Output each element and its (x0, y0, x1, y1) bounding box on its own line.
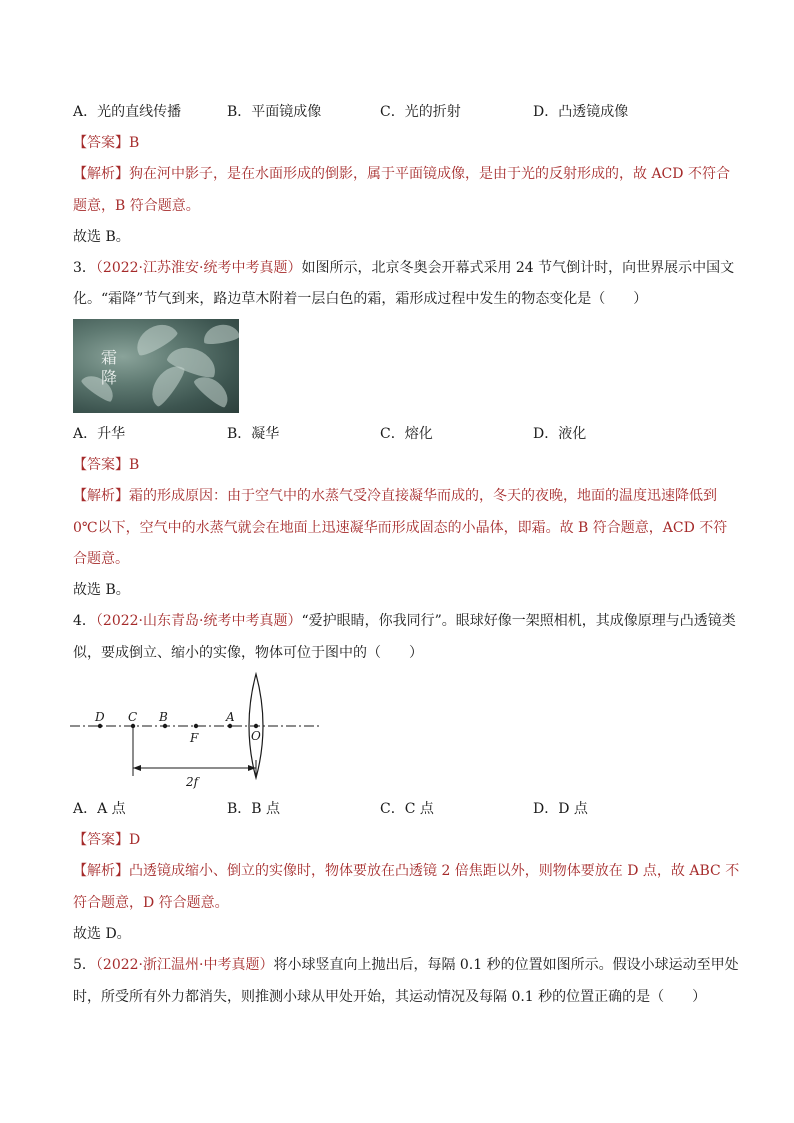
q4-option-d: D．D 点 (533, 801, 588, 817)
analysis-tag: 【解析】 (73, 166, 129, 182)
answer-tag: 【答案】 (73, 832, 129, 848)
q2-option-b: B．平面镜成像 (227, 104, 322, 120)
point-b-dot (163, 724, 167, 728)
q5-stem (73, 955, 739, 975)
q3-option-c: C．熔化 (380, 426, 433, 442)
q2-conclusion: 故选 B。 (73, 229, 130, 245)
question-number: 4． (73, 613, 96, 629)
question-number: 5． (73, 957, 96, 973)
q4-conclusion: 故选 D。 (73, 926, 131, 942)
question-text: 将小球竖直向上抛出后，每隔 0.1 秒的位置如图所示。假设小球运动至甲处 (273, 957, 739, 973)
q3-analysis-cont2: 合题意。 (73, 551, 129, 567)
answer-value: D (129, 832, 141, 848)
lens-diagram (70, 670, 330, 790)
label-d: D (95, 710, 105, 724)
label-f: F (190, 731, 199, 745)
answer-tag: 【答案】 (73, 135, 129, 151)
answer-value: B (129, 457, 140, 473)
q2-option-a: A．光的直线传播 (73, 104, 182, 120)
q3-analysis (73, 486, 717, 506)
q3-option-a: A．升华 (73, 426, 126, 442)
q4-answer (73, 830, 140, 850)
q2-analysis-cont: 题意，B 符合题意。 (73, 198, 200, 214)
analysis-text: 凸透镜成缩小、倒立的实像时，物体要放在凸透镜 2 倍焦距以外，则物体要放在 D 点，故 ABC 不 (129, 863, 740, 879)
q4-option-b: B．B 点 (227, 801, 281, 817)
label-b: B (159, 710, 168, 724)
q4-option-a: A．A 点 (73, 801, 126, 817)
q5-stem-cont: 时，所受所有外力都消失，则推测小球从甲处开始，其运动情况及每隔 0.1 秒的位置正确的是（ ） (73, 989, 707, 1005)
image-caption-2: 降 (101, 368, 118, 387)
analysis-tag: 【解析】 (73, 488, 129, 504)
answer-value: B (129, 135, 140, 151)
q4-stem (73, 611, 736, 631)
q2-analysis (73, 164, 730, 184)
q3-option-d: D．液化 (533, 426, 587, 442)
analysis-tag: 【解析】 (73, 863, 129, 879)
q3-analysis-cont: 0℃以下，空气中的水蒸气就会在地面上迅速凝华而形成固态的小晶体，即霜。故 B 符合题意，ACD 不符 (73, 520, 728, 536)
analysis-text: 狗在河中影子，是在水面形成的倒影，属于平面镜成像，是由于光的反射形成的，故 ACD 不符合 (129, 166, 730, 182)
question-text: “爱护眼睛，你我同行”。眼球好像一架照相机，其成像原理与凸透镜类 (301, 613, 736, 629)
q4-option-c: C．C 点 (380, 801, 434, 817)
q2-answer (73, 133, 139, 153)
question-text: 如图所示，北京冬奥会开幕式采用 24 节气倒计时，向世界展示中国文 (301, 260, 735, 276)
q3-conclusion: 故选 B。 (73, 582, 130, 598)
q3-answer (73, 455, 139, 475)
answer-tag: 【答案】 (73, 457, 129, 473)
q4-analysis (73, 861, 739, 881)
q4-analysis-cont: 符合题意，D 符合题意。 (73, 895, 229, 911)
q3-stem (73, 258, 734, 278)
q2-option-c: C．光的折射 (380, 104, 461, 120)
q3-stem-cont: 化。“霜降”节气到来，路边草木附着一层白色的霜，霜形成过程中发生的物态变化是（ ） (73, 291, 648, 307)
q4-stem-cont: 似，要成倒立、缩小的实像，物体可位于图中的（ ） (73, 645, 423, 661)
optical-center-dot (254, 724, 258, 728)
question-source: （2022·江苏淮安·统考中考真题） (95, 260, 302, 276)
question-number: 3． (73, 260, 96, 276)
question-source: （2022·浙江温州·中考真题） (95, 957, 274, 973)
arrow-left (133, 765, 141, 771)
image-caption-1: 霜 (101, 348, 118, 367)
point-a-dot (228, 724, 232, 728)
label-2f: 2f (186, 775, 199, 789)
question-source: （2022·山东青岛·统考中考真题） (95, 613, 302, 629)
label-o: O (251, 729, 261, 743)
analysis-text: 霜的形成原因：由于空气中的水蒸气受冷直接凝华而成的，冬天的夜晚，地面的温度迅速降低到 (129, 488, 717, 504)
label-a: A (226, 710, 235, 724)
focus-dot (194, 724, 198, 728)
label-c: C (128, 710, 138, 724)
point-d-dot (98, 724, 102, 728)
frost-leaves-image (73, 319, 239, 413)
q2-option-d: D．凸透镜成像 (533, 104, 629, 120)
q3-option-b: B．凝华 (227, 426, 280, 442)
arrow-right (248, 765, 256, 771)
